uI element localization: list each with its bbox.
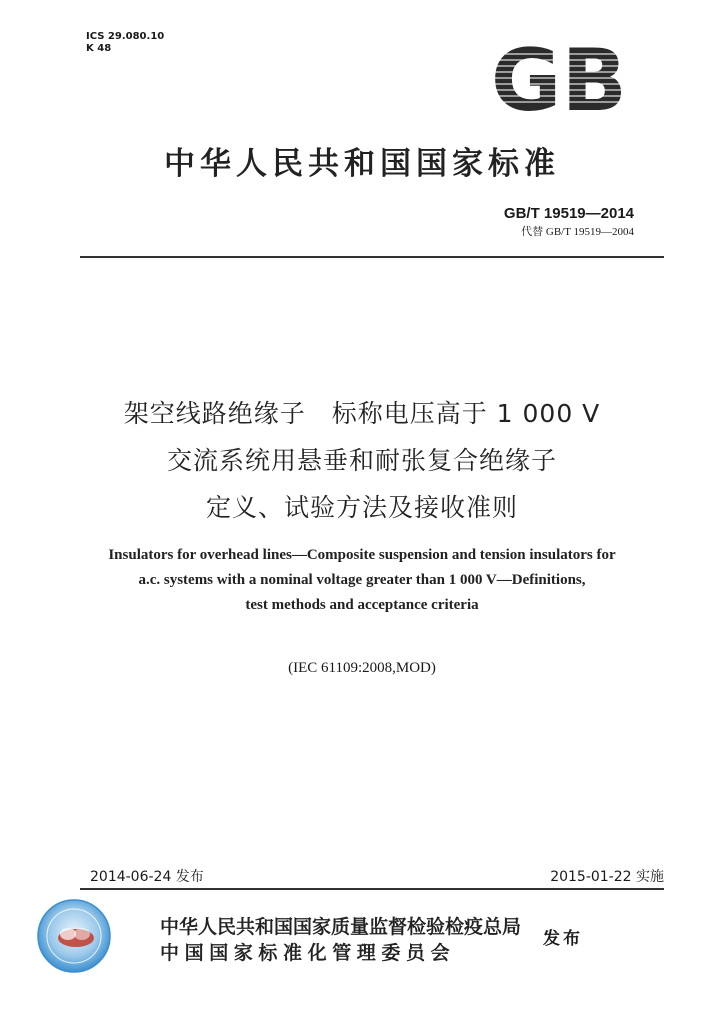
iec-equivalence: (IEC 61109:2008,MOD) [288,660,436,676]
gb-logo [487,40,632,120]
top-divider [80,256,664,258]
issuing-body-title: 中华人民共和国国家标准 [164,146,560,182]
gb-logo-text: GB [490,40,628,120]
replaces-standard: 代替 GB/T 19519—2004 [521,226,634,238]
publish-label: 发布 [543,929,583,949]
implementation-date: 2015-01-22 实施 [550,869,664,885]
english-title-line-2: a.c. systems with a nominal voltage greater than 1 000 V—Definitions, [138,572,586,588]
issuer-sac: 中国国家标准化管理委员会 [160,942,456,964]
classification-codes [86,31,164,55]
ccs-code: K 48 [86,43,112,54]
anti-counterfeit-seal-icon [36,898,112,974]
standard-number: GB/T 19519—2014 [503,205,634,222]
english-title-line-1: Insulators for overhead lines—Composite suspension and tension insulators for [108,547,616,563]
chinese-title-line-2: 交流系统用悬垂和耐张复合绝缘子 [166,446,557,475]
chinese-title-line-1: 架空线路绝缘子 标称电压高于 1 000 V [123,399,601,428]
ics-code: ICS 29.080.10 [86,31,165,42]
issuer-aqsiq: 中华人民共和国国家质量监督检验检疫总局 [160,916,522,938]
issue-date: 2014-06-24 发布 [90,869,204,885]
chinese-title-line-3: 定义、试验方法及接收准则 [205,493,518,522]
bottom-divider [80,888,664,890]
english-title-line-3: test methods and acceptance criteria [245,597,479,613]
